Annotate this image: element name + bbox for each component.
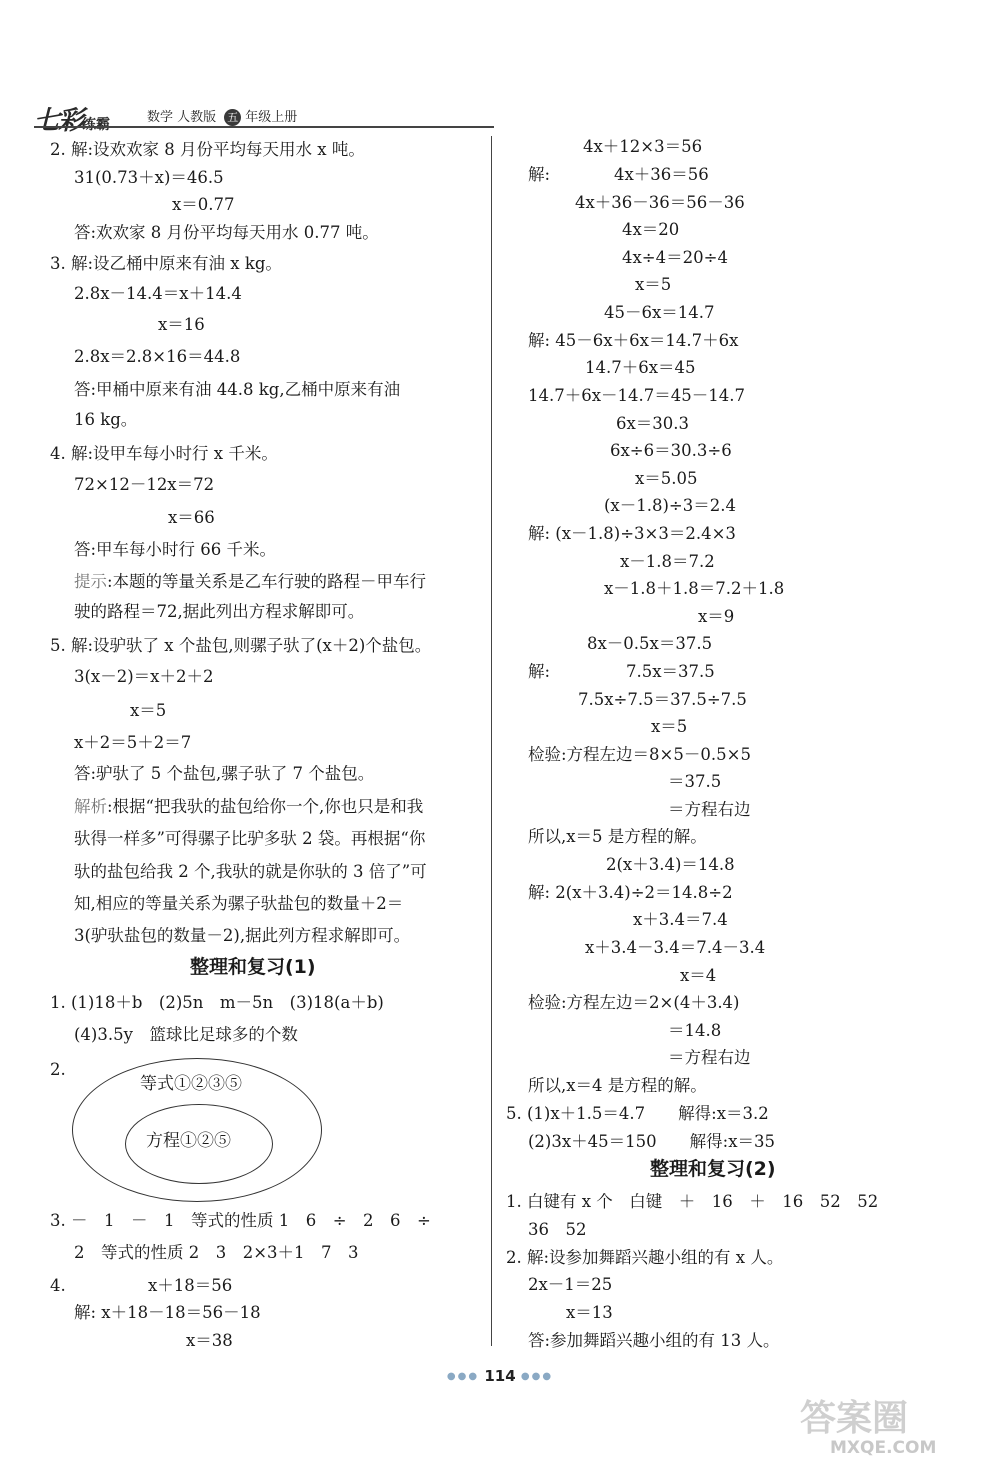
eq-e-solution: x＝4: [680, 966, 717, 985]
page-header: [34, 96, 534, 136]
r1-q4-equation: x＋18＝56: [148, 1276, 233, 1295]
brand-logo: 七彩练霸: [34, 106, 111, 136]
r1-q4-solution: x＝38: [186, 1331, 233, 1350]
eq-a-step-2: 4x＋36－36＝56－36: [575, 193, 745, 212]
eq-c-solution: x＝9: [698, 607, 735, 626]
q5-answer: 答:驴驮了 5 个盐包,骡子驮了 7 个盐包。: [74, 764, 375, 783]
inner-ellipse-label: 方程①②⑤: [146, 1131, 231, 1151]
q3-solution: x＝16: [158, 315, 205, 334]
eq-c-step-3: x－1.8＋1.8＝7.2＋1.8: [604, 579, 785, 598]
eq-a-step-1: 4x＋36＝56: [614, 165, 709, 184]
eq-d-solve-label: 解:: [528, 662, 551, 681]
q5-analysis-5: 3(驴驮盐包的数量－2),据此列方程求解即可。: [74, 926, 411, 945]
eq-d: 8x－0.5x＝37.5: [587, 634, 713, 653]
r1-q4-step: 解: x＋18－18＝56－18: [74, 1303, 261, 1322]
outer-ellipse-label: 等式①②③⑤: [140, 1074, 242, 1094]
r1-q1-line-2: (4)3.5y 篮球比足球多的个数: [74, 1025, 298, 1044]
eq-a-step-3: 4x＝20: [622, 220, 680, 239]
eq-b-step-5: 6x÷6＝30.3÷6: [610, 441, 732, 460]
r1-q3-line-2: 2 等式的性质 2 3 2×3＋1 7 3: [74, 1243, 359, 1262]
watermark: [790, 1390, 990, 1465]
eq-c-step-1: 解: (x－1.8)÷3×3＝2.4×3: [528, 524, 736, 543]
q3-equation: 2.8x－14.4＝x＋14.4: [74, 284, 242, 303]
eq-a-step-4: 4x÷4＝20÷4: [622, 248, 728, 267]
eq-d-conclusion: 所以,x＝5 是方程的解。: [528, 827, 707, 846]
eq-a-solve-label: 解:: [528, 165, 551, 184]
eq-b-step-2: 14.7＋6x＝45: [585, 358, 696, 377]
eq-e-step-3: x＋3.4－3.4＝7.4－3.4: [585, 938, 766, 957]
header-subtitle: 数学 人教版 五 年级上册: [147, 110, 298, 125]
q2-equation: 31(0.73＋x)＝46.5: [74, 168, 224, 187]
r1-q4-label: 4.: [50, 1276, 66, 1295]
q5-analysis-4: 知,相应的等量关系为骡子驮盐包的数量＋2＝: [74, 894, 404, 913]
q5-setup: 5. 解:设驴驮了 x 个盐包,则骡子驮了(x＋2)个盐包。: [50, 636, 432, 655]
q4-equation: 72×12－12x＝72: [74, 475, 215, 494]
eq-e-check-3: ＝方程右边: [668, 1048, 751, 1067]
section-title-review-2: 整理和复习(2): [650, 1158, 776, 1180]
eq-b: 45－6x＝14.7: [604, 303, 715, 322]
dots-right-icon: ●●●: [520, 1371, 554, 1382]
q4-setup: 4. 解:设甲车每小时行 x 千米。: [50, 444, 278, 463]
eq-d-check-1: 检验:方程左边＝8×5－0.5×5: [528, 745, 751, 764]
r1-q3-line-1: 3. － 1 － 1 等式的性质 1 6 ÷ 2 6 ÷: [50, 1211, 431, 1230]
eq-e-conclusion: 所以,x＝4 是方程的解。: [528, 1076, 707, 1095]
eq-d-step-2: 7.5x÷7.5＝37.5÷7.5: [578, 690, 747, 709]
eq-b-solution: x＝5.05: [635, 469, 698, 488]
q3-setup: 3. 解:设乙桶中原来有油 x kg。: [50, 254, 282, 273]
eq-c: (x－1.8)÷3＝2.4: [604, 496, 736, 515]
eq-d-check-3: ＝方程右边: [668, 800, 751, 819]
eq-e-step-1: 解: 2(x＋3.4)÷2＝14.8÷2: [528, 883, 733, 902]
eq-b-step-1: 解: 45－6x＋6x＝14.7＋6x: [528, 331, 739, 350]
r2-q1-line-2: 36 52: [528, 1220, 587, 1239]
q5-equation: 3(x－2)＝x＋2＋2: [74, 667, 214, 686]
r2-q2-equation: 2x－1＝25: [528, 1275, 613, 1294]
r1-q1-line-1: 1. (1)18＋b (2)5n m－5n (3)18(a＋b): [50, 993, 384, 1012]
r2-q1-line-1: 1. 白键有 x 个 白键 ＋ 16 ＋ 16 52 52: [506, 1192, 879, 1211]
eq-a: 4x＋12×3＝56: [583, 137, 703, 156]
eq-e-check-1: 检验:方程左边＝2×(4＋3.4): [528, 993, 740, 1012]
q5-solution: x＝5: [130, 701, 167, 720]
r2-q2-setup: 2. 解:设参加舞蹈兴趣小组的有 x 人。: [506, 1248, 784, 1267]
dots-left-icon: ●●●: [446, 1371, 480, 1382]
q5-analysis-2: 驮得一样多”可得骡子比驴多驮 2 袋。再根据“你: [74, 829, 426, 848]
q4-answer: 答:甲车每小时行 66 千米。: [74, 540, 277, 559]
q4-hint-1: 提示:本题的等量关系是乙车行驶的路程－甲车行: [74, 572, 427, 591]
r2-q2-solution: x＝13: [566, 1303, 613, 1322]
eq-e-step-2: x＋3.4＝7.4: [633, 910, 728, 929]
page-number: ●●● 114 ●●●: [446, 1367, 554, 1385]
q5-part-1: 5. (1)x＋1.5＝4.7 解得:x＝3.2: [506, 1104, 769, 1123]
q5-part-2: (2)3x＋45＝150 解得:x＝35: [528, 1132, 776, 1151]
q4-solution: x＝66: [168, 508, 215, 527]
watermark-url: MXQE.COM: [830, 1438, 937, 1458]
q5-calc: x＋2＝5＋2＝7: [74, 733, 192, 752]
q5-analysis-1: 解析:根据“把我驮的盐包给你一个,你也只是和我: [74, 797, 424, 816]
q2-answer: 答:欢欢家 8 月份平均每天用水 0.77 吨。: [74, 223, 379, 242]
q5-analysis-3: 驮的盐包给我 2 个,我驮的就是你驮的 3 倍了”可: [74, 862, 427, 881]
grade-badge: 五: [224, 109, 241, 126]
q2-setup: 2. 解:设欢欢家 8 月份平均每天用水 x 吨。: [50, 140, 365, 159]
watermark-text: 答案圈: [800, 1398, 909, 1439]
q3-answer-2: 16 kg。: [74, 410, 138, 429]
eq-d-step-1: 7.5x＝37.5: [626, 662, 715, 681]
section-title-review-1: 整理和复习(1): [190, 956, 316, 978]
eq-d-check-2: ＝37.5: [668, 772, 722, 791]
eq-c-step-2: x－1.8＝7.2: [620, 552, 715, 571]
r1-q2-label: 2.: [50, 1060, 66, 1079]
q4-hint-2: 驶的路程＝72,据此列出方程求解即可。: [74, 602, 365, 621]
q2-solution: x＝0.77: [172, 195, 235, 214]
r2-q2-answer: 答:参加舞蹈兴趣小组的有 13 人。: [528, 1331, 780, 1350]
q3-calc: 2.8x＝2.8×16＝44.8: [74, 347, 241, 366]
eq-e-check-2: ＝14.8: [668, 1021, 722, 1040]
q3-answer-1: 答:甲桶中原来有油 44.8 kg,乙桶中原来有油: [74, 380, 401, 399]
eq-b-step-4: 6x＝30.3: [616, 414, 690, 433]
eq-a-solution: x＝5: [635, 275, 672, 294]
column-divider: [491, 136, 492, 1346]
eq-b-step-3: 14.7＋6x－14.7＝45－14.7: [528, 386, 746, 405]
eq-e: 2(x＋3.4)＝14.8: [606, 855, 735, 874]
eq-d-solution: x＝5: [651, 717, 688, 736]
header-rule: [34, 126, 494, 128]
